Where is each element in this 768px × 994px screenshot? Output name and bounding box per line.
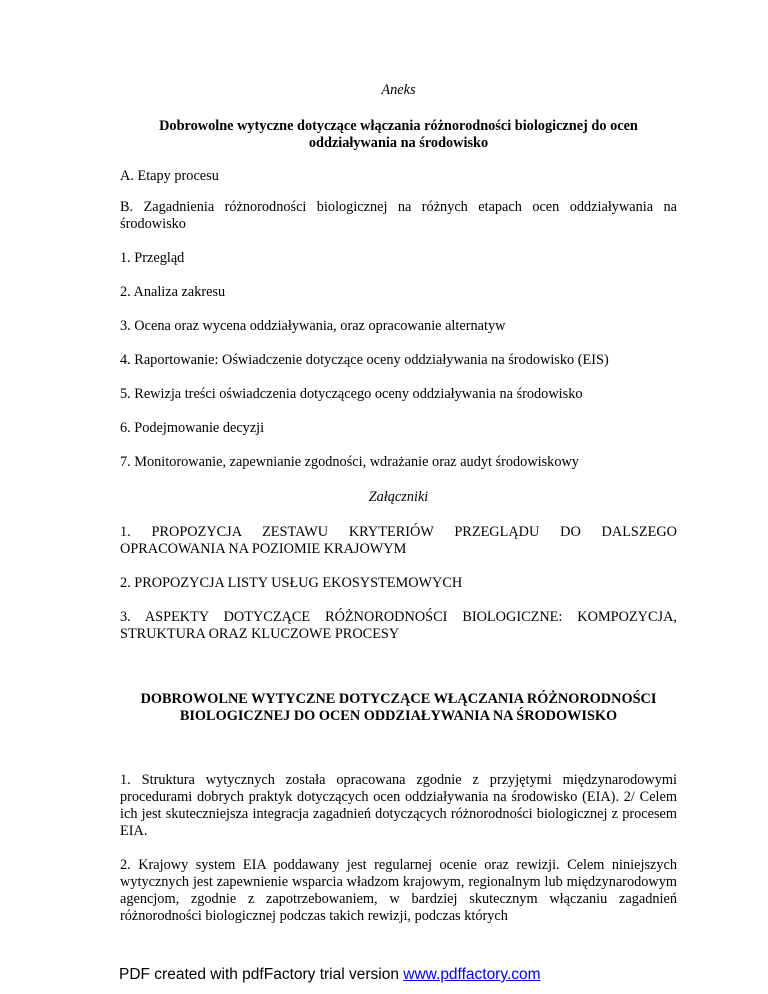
document-title — [120, 118, 677, 152]
section-b-heading: B. Zagadnienia różnorodności biologicznej na różnych etapach ocen oddziaływania na środowisko — [120, 199, 677, 232]
attachments-label: Załączniki — [368, 489, 429, 505]
step-item: 3. Ocena oraz wycena oddziaływania, oraz opracowanie alternatyw — [120, 318, 506, 334]
main-heading-line-2: BIOLOGICZNEJ DO OCEN ODDZIAŁYWANIA NA ŚRODOWISKO — [179, 708, 618, 724]
step-item: 6. Podejmowanie decyzji — [120, 420, 265, 436]
document-title-line-2: oddziaływania na środowisko — [308, 135, 489, 151]
main-heading — [120, 691, 677, 725]
body-paragraph: 2. Krajowy system EIA poddawany jest regularnej ocenie oraz rewizji. Celem niniejszych wytycznych jest zapewnienie wsparcia władzom krajowym, regionalnym lub międzynarodowym agencjom, zgodnie z zapotrzebowaniem, w bardziej skutecznym włączaniu zagadnień różnorodności biologicznej podczas takich rewizji, podczas których — [120, 857, 677, 924]
annex-label: Aneks — [381, 82, 416, 98]
attachment-item: 1. PROPOZYCJA ZESTAWU KRYTERIÓW PRZEGLĄDU DO DALSZEGO OPRACOWANIA NA POZIOMIE KRAJOWYM — [120, 524, 677, 557]
attachment-item: 3. ASPEKTY DOTYCZĄCE RÓŻNORODNOŚCI BIOLOGICZNE: KOMPOZYCJA, STRUKTURA ORAZ KLUCZOWE PROCESY — [120, 609, 677, 642]
document-title-line-1: Dobrowolne wytyczne dotyczące włączania różnorodności biologicznej do ocen — [159, 118, 638, 134]
step-item: 2. Analiza zakresu — [120, 284, 226, 300]
footer-link[interactable]: www.pdffactory.com — [403, 966, 541, 983]
body-paragraph: 1. Struktura wytycznych została opracowana zgodnie z przyjętymi międzynarodowymi procedurami dobrych praktyk dotyczących ocen oddziaływania na środowisko (EIA). 2/ Celem ich jest skuteczniejsza integracja zagadnień dotyczących różnorodności biologicznej z procesem EIA. — [120, 772, 677, 839]
section-a-heading: A. Etapy procesu — [120, 168, 219, 184]
attachment-item: 2. PROPOZYCJA LISTY USŁUG EKOSYSTEMOWYCH — [120, 575, 463, 591]
step-item: 1. Przegląd — [120, 250, 185, 266]
pdf-footer — [119, 966, 541, 983]
footer-text: PDF created with pdfFactory trial version — [119, 966, 404, 983]
step-item: 5. Rewizja treści oświadczenia dotyczącego oceny oddziaływania na środowisko — [120, 386, 583, 402]
main-heading-line-1: DOBROWOLNE WYTYCZNE DOTYCZĄCE WŁĄCZANIA RÓŻNORODNOŚCI — [140, 691, 657, 707]
step-item: 7. Monitorowanie, zapewnianie zgodności, wdrażanie oraz audyt środowiskowy — [120, 454, 579, 470]
step-item: 4. Raportowanie: Oświadczenie dotyczące oceny oddziaływania na środowisko (EIS) — [120, 352, 609, 368]
